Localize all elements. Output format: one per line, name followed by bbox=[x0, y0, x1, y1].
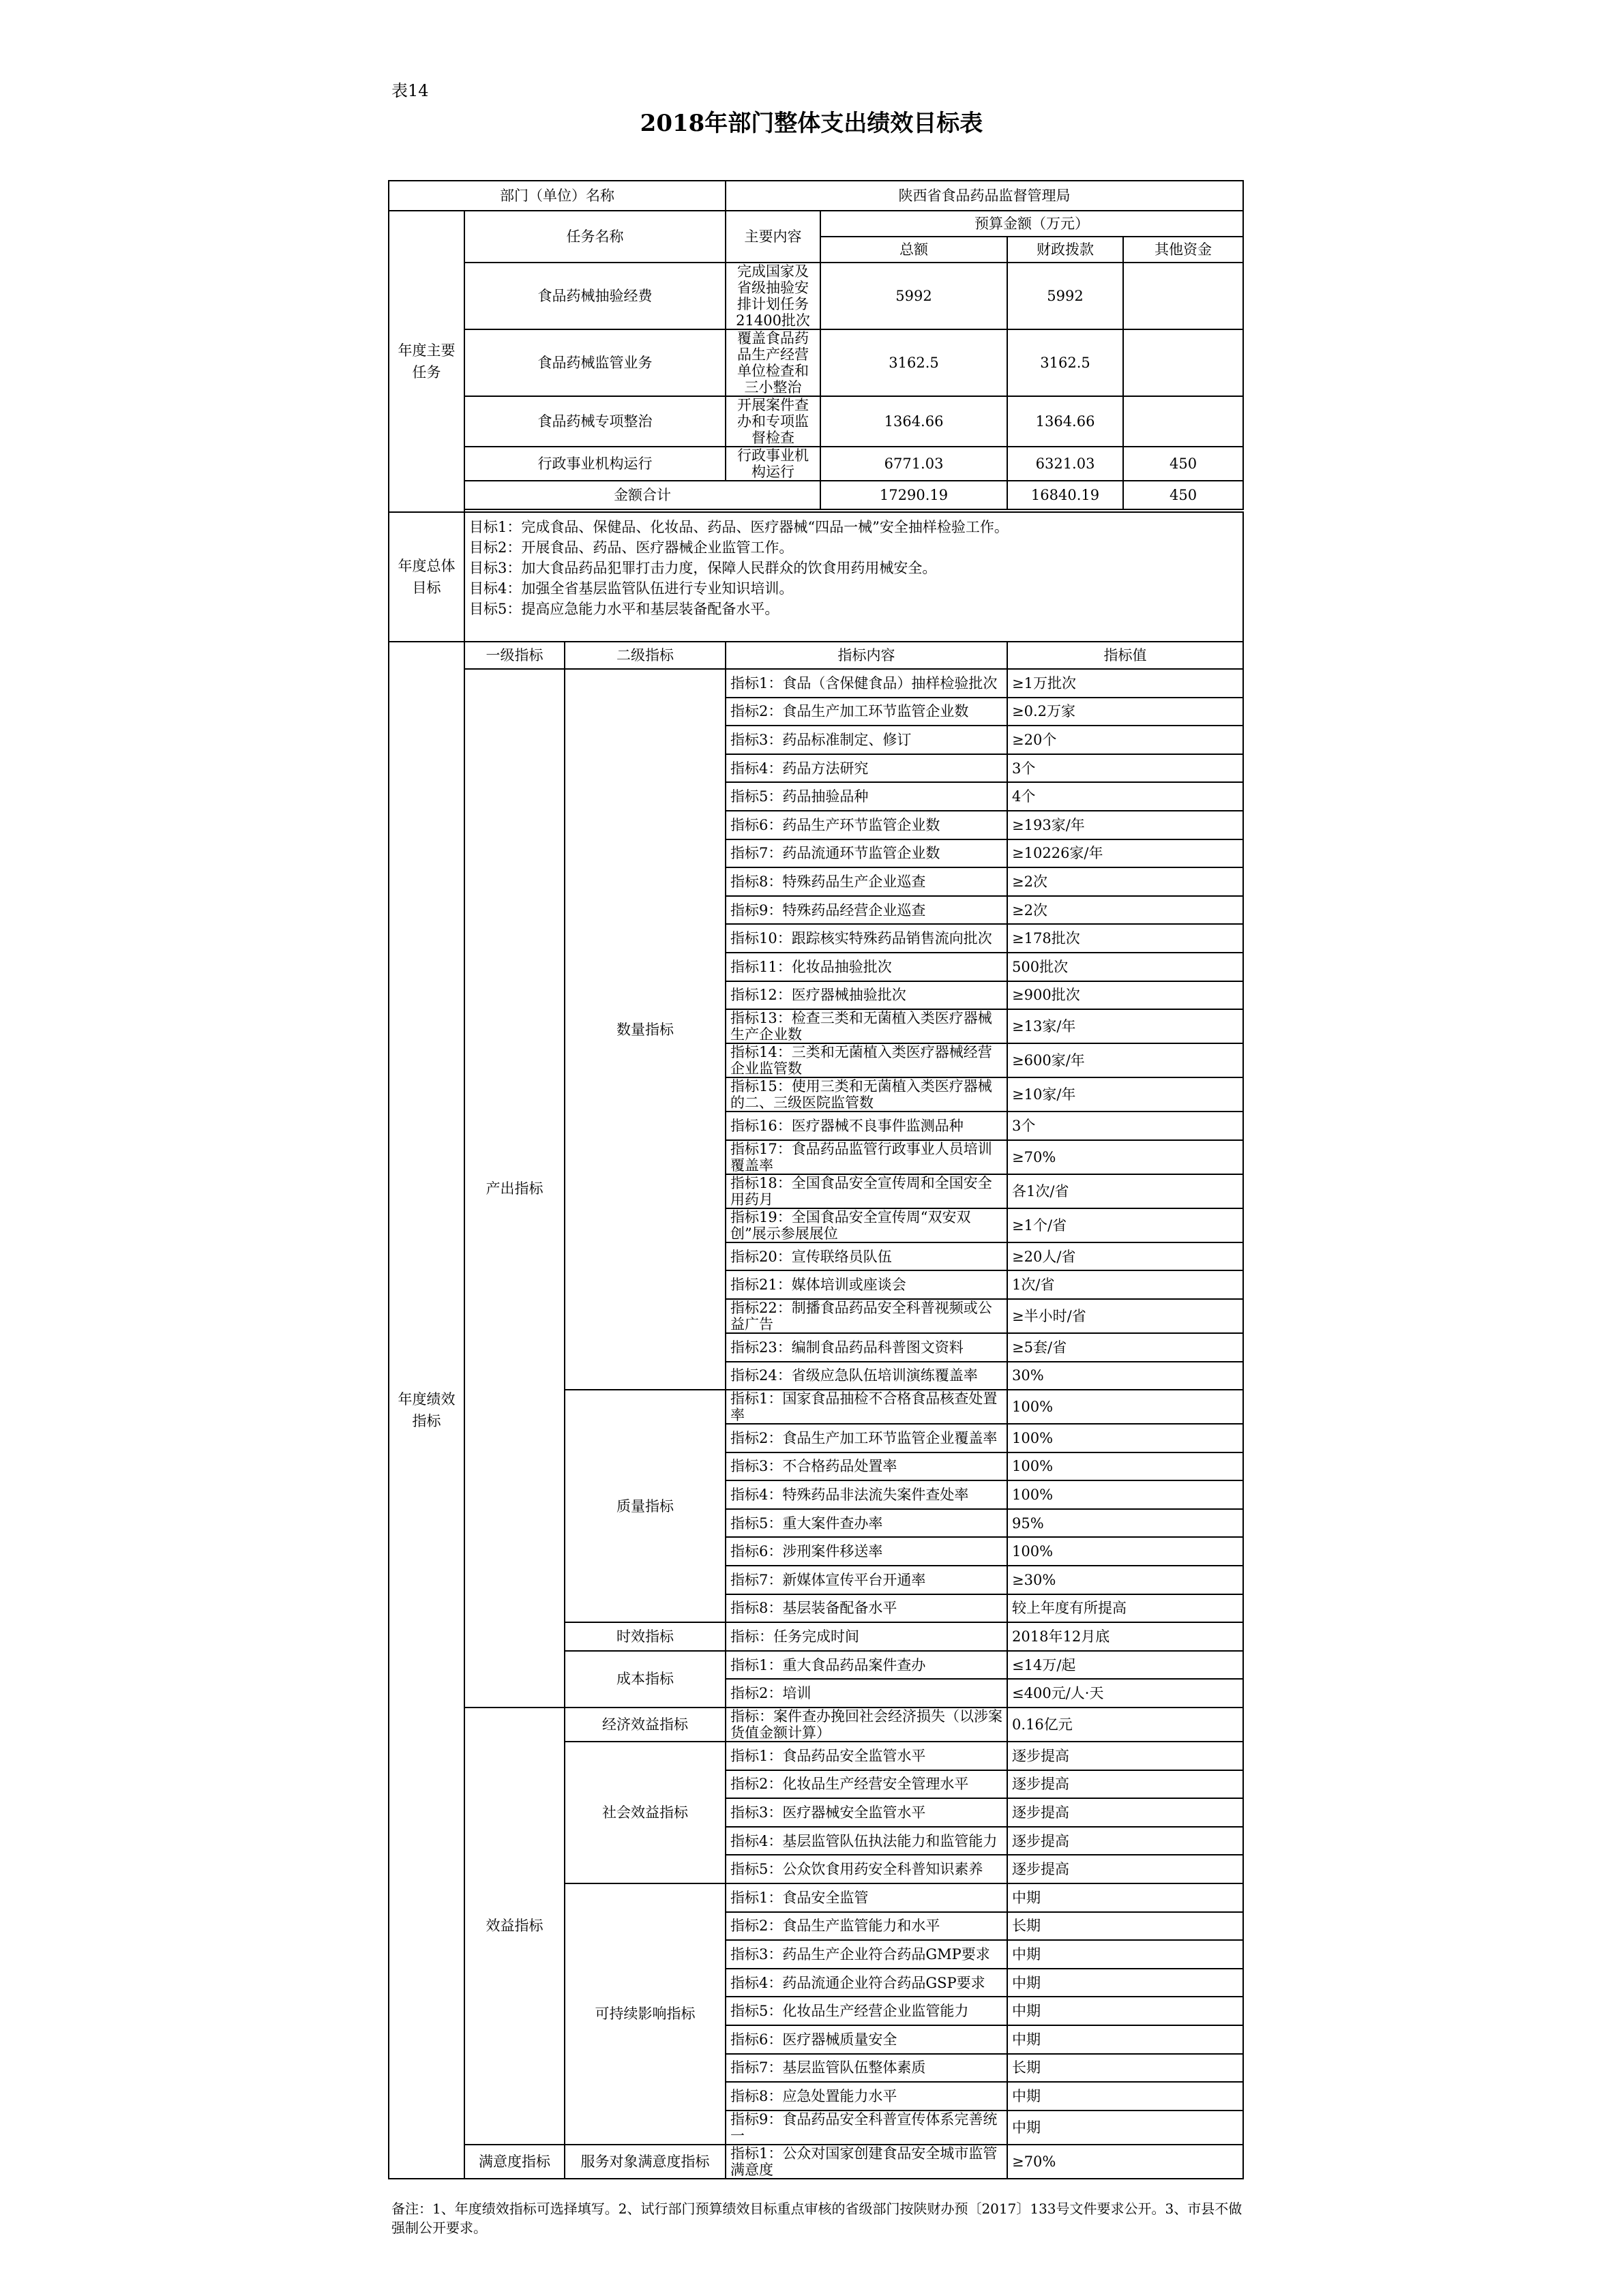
indicator-content: 指标1：重大食品药品案件查办 bbox=[726, 1651, 1007, 1680]
indicator-value: ≥13家/年 bbox=[1007, 1009, 1243, 1043]
budget-header: 预算金额（万元） bbox=[820, 211, 1243, 237]
indicator-content-header: 指标内容 bbox=[726, 642, 1007, 669]
indicator-value: 中期 bbox=[1007, 1883, 1243, 1912]
indicator-value: 长期 bbox=[1007, 1912, 1243, 1941]
indicator-content: 指标：案件查办挽回社会经济损失（以涉案货值金额计算） bbox=[726, 1708, 1007, 1742]
indicator-content: 指标23：编制食品药品科普图文资料 bbox=[726, 1333, 1007, 1362]
page-title: 2018年部门整体支出绩效目标表 bbox=[640, 110, 983, 137]
indicator-content: 指标1：食品（含保健食品）抽样检验批次 bbox=[726, 669, 1007, 698]
level2-indicator: 服务对象满意度指标 bbox=[565, 2145, 726, 2179]
indicator-value: ≥20人/省 bbox=[1007, 1242, 1243, 1271]
indicator-value: ≥2次 bbox=[1007, 867, 1243, 896]
indicator-content: 指标1：公众对国家创建食品安全城市监管满意度 bbox=[726, 2145, 1007, 2179]
indicator-value: 逐步提高 bbox=[1007, 1827, 1243, 1855]
indicator-value: 100% bbox=[1007, 1452, 1243, 1481]
indicator-value: ≥20个 bbox=[1007, 726, 1243, 754]
level2-indicator: 可持续影响指标 bbox=[565, 1883, 726, 2145]
task-other bbox=[1123, 329, 1243, 396]
task-fiscal: 6321.03 bbox=[1007, 447, 1123, 481]
indicator-content: 指标1：食品药品安全监管水平 bbox=[726, 1742, 1007, 1770]
task-total: 5992 bbox=[820, 263, 1007, 329]
indicator-content: 指标9：特殊药品经营企业巡查 bbox=[726, 896, 1007, 925]
task-total: 1364.66 bbox=[820, 396, 1007, 447]
indicator-content: 指标8：特殊药品生产企业巡查 bbox=[726, 867, 1007, 896]
indicator-content: 指标12：医疗器械抽验批次 bbox=[726, 981, 1007, 1010]
indicator-value: 100% bbox=[1007, 1390, 1243, 1424]
table-label: 表14 bbox=[391, 81, 429, 100]
indicator-value: ≥2次 bbox=[1007, 896, 1243, 925]
sum-label: 金额合计 bbox=[464, 481, 820, 509]
indicator-value: ≤400元/人·天 bbox=[1007, 1679, 1243, 1708]
indicator-value: ≤14万/起 bbox=[1007, 1651, 1243, 1680]
indicator-content: 指标6：医疗器械质量安全 bbox=[726, 2025, 1007, 2054]
indicator-value: ≥10家/年 bbox=[1007, 1077, 1243, 1112]
indicator-value: ≥30% bbox=[1007, 1566, 1243, 1594]
indicator-value: ≥1个/省 bbox=[1007, 1208, 1243, 1242]
level1-indicator: 效益指标 bbox=[464, 1708, 565, 2145]
indicator-value: 中期 bbox=[1007, 1969, 1243, 1997]
indicator-content: 指标4：特殊药品非法流失案件查处率 bbox=[726, 1480, 1007, 1509]
tasks-section-label: 年度主要任务 bbox=[389, 211, 464, 512]
level2-indicator: 经济效益指标 bbox=[565, 1708, 726, 1742]
indicator-value: 500批次 bbox=[1007, 953, 1243, 981]
level2-indicator: 质量指标 bbox=[565, 1390, 726, 1622]
indicator-content: 指标7：基层监管队伍整体素质 bbox=[726, 2054, 1007, 2083]
dept-value: 陕西省食品药品监督管理局 bbox=[726, 181, 1243, 211]
indicator-value: ≥10226家/年 bbox=[1007, 839, 1243, 868]
perf-section-label: 年度绩效指标 bbox=[389, 642, 464, 2179]
indicator-value: 2018年12月底 bbox=[1007, 1622, 1243, 1651]
indicator-row bbox=[389, 1708, 1243, 1742]
task-content: 覆盖食品药品生产经营单位检查和三小整治 bbox=[726, 329, 820, 396]
indicator-value: ≥900批次 bbox=[1007, 981, 1243, 1010]
goal-line: 目标2：开展食品、药品、医疗器械企业监管工作。 bbox=[469, 539, 794, 556]
indicator-content: 指标24：省级应急队伍培训演练覆盖率 bbox=[726, 1362, 1007, 1390]
indicator-content: 指标5：药品抽验品种 bbox=[726, 782, 1007, 811]
indicator-content: 指标6：涉刑案件移送率 bbox=[726, 1537, 1007, 1566]
indicator-value: 中期 bbox=[1007, 1997, 1243, 2025]
level2-indicator: 数量指标 bbox=[565, 669, 726, 1390]
indicator-value: ≥1万批次 bbox=[1007, 669, 1243, 698]
level1-indicator: 满意度指标 bbox=[464, 2145, 565, 2179]
task-content: 行政事业机构运行 bbox=[726, 447, 820, 481]
indicator-content: 指标17：食品药品监管行政事业人员培训覆盖率 bbox=[726, 1140, 1007, 1174]
task-row bbox=[389, 263, 1243, 329]
indicator-content: 指标6：药品生产环节监管企业数 bbox=[726, 811, 1007, 839]
indicator-content: 指标15：使用三类和无菌植入类医疗器械的二、三级医院监管数 bbox=[726, 1077, 1007, 1112]
task-row bbox=[389, 396, 1243, 447]
indicator-content: 指标10：跟踪核实特殊药品销售流向批次 bbox=[726, 924, 1007, 953]
indicator-value-header: 指标值 bbox=[1007, 642, 1243, 669]
indicator-content: 指标13：检查三类和无菌植入类医疗器械生产企业数 bbox=[726, 1009, 1007, 1043]
indicator-value: 100% bbox=[1007, 1480, 1243, 1509]
budget-total-header: 总额 bbox=[820, 237, 1007, 263]
indicator-content: 指标18：全国食品安全宣传周和全国安全用药月 bbox=[726, 1174, 1007, 1208]
indicator-value: ≥600家/年 bbox=[1007, 1043, 1243, 1077]
indicator-value: 4个 bbox=[1007, 782, 1243, 811]
task-fiscal: 5992 bbox=[1007, 263, 1123, 329]
task-name-header: 任务名称 bbox=[464, 211, 726, 263]
indicator-value: 逐步提高 bbox=[1007, 1770, 1243, 1799]
indicator-value: 中期 bbox=[1007, 2111, 1243, 2145]
indicator-value: 1次/省 bbox=[1007, 1270, 1243, 1299]
task-fiscal: 3162.5 bbox=[1007, 329, 1123, 396]
indicator-content: 指标16：医疗器械不良事件监测品种 bbox=[726, 1112, 1007, 1140]
indicator-content: 指标3：药品标准制定、修订 bbox=[726, 726, 1007, 754]
indicator-row bbox=[389, 669, 1243, 698]
task-content: 完成国家及省级抽验安排计划任务21400批次 bbox=[726, 263, 820, 329]
indicator-content: 指标1：食品安全监管 bbox=[726, 1883, 1007, 1912]
indicator-content: 指标8：基层装备配备水平 bbox=[726, 1594, 1007, 1623]
indicator-value: 3个 bbox=[1007, 1112, 1243, 1140]
indicator-value: 逐步提高 bbox=[1007, 1855, 1243, 1883]
indicator-value: 3个 bbox=[1007, 754, 1243, 783]
task-name: 食品药械抽验经费 bbox=[464, 263, 726, 329]
task-other bbox=[1123, 396, 1243, 447]
indicator-content: 指标19：全国食品安全宣传周“双安双创”展示参展展位 bbox=[726, 1208, 1007, 1242]
indicator-value: ≥193家/年 bbox=[1007, 811, 1243, 839]
goals-block bbox=[464, 512, 1243, 642]
indicator-content: 指标2：食品生产监管能力和水平 bbox=[726, 1912, 1007, 1941]
indicator-row bbox=[389, 2145, 1243, 2179]
indicator-content: 指标20：宣传联络员队伍 bbox=[726, 1242, 1007, 1271]
indicator-content: 指标4：药品方法研究 bbox=[726, 754, 1007, 783]
indicator-value: ≥半小时/省 bbox=[1007, 1299, 1243, 1333]
task-name: 行政事业机构运行 bbox=[464, 447, 726, 481]
sum-other: 450 bbox=[1123, 481, 1243, 509]
indicator-value: 逐步提高 bbox=[1007, 1798, 1243, 1827]
level2-indicator: 时效指标 bbox=[565, 1622, 726, 1651]
goal-line: 目标3：加大食品药品犯罪打击力度，保障人民群众的饮食用药用械安全。 bbox=[469, 560, 937, 576]
task-name: 食品药械监管业务 bbox=[464, 329, 726, 396]
budget-other-header: 其他资金 bbox=[1123, 237, 1243, 263]
indicator-value: ≥5套/省 bbox=[1007, 1333, 1243, 1362]
task-other: 450 bbox=[1123, 447, 1243, 481]
indicator-value: 0.16亿元 bbox=[1007, 1708, 1243, 1742]
indicator-value: 逐步提高 bbox=[1007, 1742, 1243, 1770]
budget-fiscal-header: 财政拨款 bbox=[1007, 237, 1123, 263]
task-total: 6771.03 bbox=[820, 447, 1007, 481]
indicator-content: 指标5：化妆品生产经营企业监管能力 bbox=[726, 1997, 1007, 2025]
indicator-content: 指标21：媒体培训或座谈会 bbox=[726, 1270, 1007, 1299]
dept-label: 部门（单位）名称 bbox=[389, 181, 726, 211]
level1-header: 一级指标 bbox=[464, 642, 565, 669]
sum-total: 17290.19 bbox=[820, 481, 1007, 509]
indicator-content: 指标9：食品药品安全科普宣传体系完善统一 bbox=[726, 2111, 1007, 2145]
indicator-value: 长期 bbox=[1007, 2054, 1243, 2083]
indicator-value: 中期 bbox=[1007, 2025, 1243, 2054]
performance-table bbox=[388, 180, 1244, 2179]
indicator-content: 指标：任务完成时间 bbox=[726, 1622, 1007, 1651]
indicator-content: 指标2：化妆品生产经营安全管理水平 bbox=[726, 1770, 1007, 1799]
goal-line: 目标4：加强全省基层监管队伍进行专业知识培训。 bbox=[469, 580, 794, 597]
indicator-content: 指标2：培训 bbox=[726, 1679, 1007, 1708]
goals-section-label: 年度总体目标 bbox=[389, 512, 464, 642]
level1-indicator: 产出指标 bbox=[464, 669, 565, 1708]
level2-indicator: 社会效益指标 bbox=[565, 1742, 726, 1883]
indicator-content: 指标4：药品流通企业符合药品GSP要求 bbox=[726, 1969, 1007, 1997]
indicator-value: 100% bbox=[1007, 1537, 1243, 1566]
indicator-value: ≥178批次 bbox=[1007, 924, 1243, 953]
indicator-content: 指标11：化妆品抽验批次 bbox=[726, 953, 1007, 981]
indicator-content: 指标7：药品流通环节监管企业数 bbox=[726, 839, 1007, 868]
task-other bbox=[1123, 263, 1243, 329]
task-fiscal: 1364.66 bbox=[1007, 396, 1123, 447]
indicator-content: 指标5：公众饮食用药安全科普知识素养 bbox=[726, 1855, 1007, 1883]
goal-line: 目标5：提高应急能力水平和基层装备配备水平。 bbox=[469, 601, 779, 617]
task-content: 开展案件查办和专项监督检查 bbox=[726, 396, 820, 447]
task-row bbox=[389, 329, 1243, 396]
indicator-value: ≥70% bbox=[1007, 2145, 1243, 2179]
indicator-value: 中期 bbox=[1007, 1940, 1243, 1969]
indicator-content: 指标22：制播食品药品安全科普视频或公益广告 bbox=[726, 1299, 1007, 1333]
indicator-content: 指标3：医疗器械安全监管水平 bbox=[726, 1798, 1007, 1827]
task-row bbox=[389, 447, 1243, 481]
level2-header: 二级指标 bbox=[565, 642, 726, 669]
goal-line: 目标1：完成食品、保健品、化妆品、药品、医疗器械“四品一械”安全抽样检验工作。 bbox=[469, 519, 1009, 535]
indicator-content: 指标8：应急处置能力水平 bbox=[726, 2082, 1007, 2111]
indicator-content: 指标7：新媒体宣传平台开通率 bbox=[726, 1566, 1007, 1594]
sum-fiscal: 16840.19 bbox=[1007, 481, 1123, 509]
task-name: 食品药械专项整治 bbox=[464, 396, 726, 447]
indicator-value: ≥0.2万家 bbox=[1007, 698, 1243, 726]
level2-indicator: 成本指标 bbox=[565, 1651, 726, 1708]
indicator-value: 各1次/省 bbox=[1007, 1174, 1243, 1208]
indicator-content: 指标14：三类和无菌植入类医疗器械经营企业监管数 bbox=[726, 1043, 1007, 1077]
task-content-header: 主要内容 bbox=[726, 211, 820, 263]
indicator-content: 指标1：国家食品抽检不合格食品核查处置率 bbox=[726, 1390, 1007, 1424]
indicator-content: 指标5：重大案件查办率 bbox=[726, 1509, 1007, 1538]
indicator-content: 指标3：不合格药品处置率 bbox=[726, 1452, 1007, 1481]
indicator-value: 中期 bbox=[1007, 2082, 1243, 2111]
indicator-content: 指标2：食品生产加工环节监管企业覆盖率 bbox=[726, 1424, 1007, 1452]
indicator-content: 指标3：药品生产企业符合药品GMP要求 bbox=[726, 1940, 1007, 1969]
indicator-content: 指标2：食品生产加工环节监管企业数 bbox=[726, 698, 1007, 726]
indicator-value: 30% bbox=[1007, 1362, 1243, 1390]
indicator-content: 指标4：基层监管队伍执法能力和监管能力 bbox=[726, 1827, 1007, 1855]
task-total: 3162.5 bbox=[820, 329, 1007, 396]
indicator-value: 100% bbox=[1007, 1424, 1243, 1452]
indicator-value: 较上年度有所提高 bbox=[1007, 1594, 1243, 1623]
indicator-value: ≥70% bbox=[1007, 1140, 1243, 1174]
indicator-value: 95% bbox=[1007, 1509, 1243, 1538]
footnote: 备注：1、年度绩效指标可选择填写。2、试行部门预算绩效目标重点审核的省级部门按陕财办预〔2017〕133号文件要求公开。3、市县不做强制公开要求。 bbox=[391, 2201, 1242, 2236]
